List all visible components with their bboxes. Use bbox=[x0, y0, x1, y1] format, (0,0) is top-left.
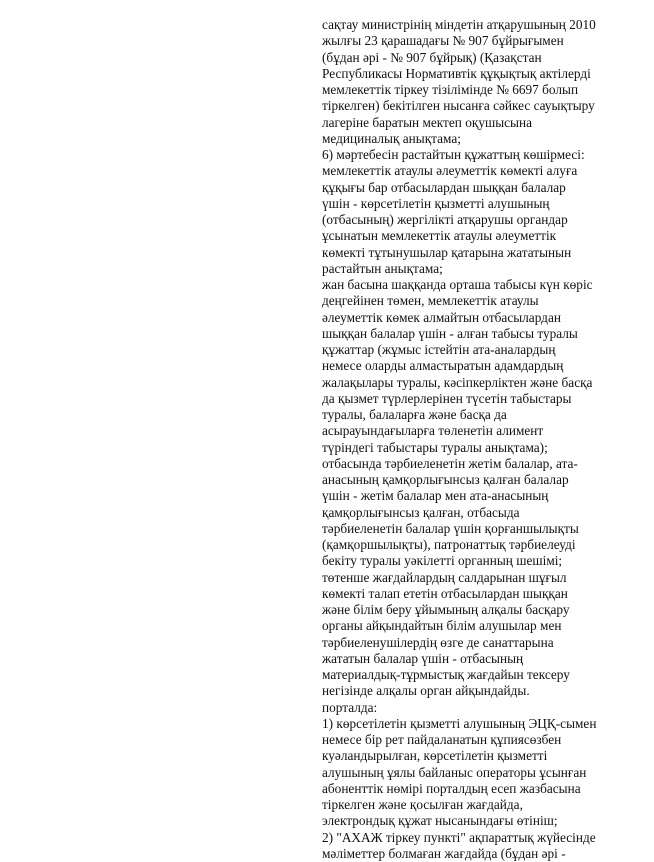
text-line: отбасында тәрбиеленетін жетім балалар, ата- bbox=[322, 455, 578, 471]
text-line: түріндегі табыстары туралы анықтама); bbox=[322, 439, 548, 455]
text-line: сақтау министрінің міндетін атқарушының 2010 bbox=[322, 17, 596, 32]
text-line: анасының қамқорлығынсыз қалған балалар bbox=[322, 472, 569, 487]
text-line: және білім беру ұйымының алқалы басқару bbox=[322, 602, 570, 617]
text-line: мемлекеттік тіркеу тізілімінде № 6697 болып bbox=[322, 82, 579, 97]
text-line: жан басына шаққанда орташа табысы күн көріс bbox=[322, 277, 593, 292]
text-line: деңгейінен төмен, мемлекеттік атаулы bbox=[322, 293, 539, 309]
text-line: абоненттік нөмірі порталдың есеп жазбасына bbox=[322, 780, 581, 796]
text-line: Республикасы Нормативтік құқықтық актілерді bbox=[322, 65, 591, 81]
text-line: үшін - көрсетілетін қызметті алушының bbox=[322, 195, 550, 211]
text-line: тіркелген) бекітілген нысанға сәйкес сауықтыру bbox=[322, 98, 595, 114]
text-line: төтенше жағдайлардың салдарынан шұғыл bbox=[322, 569, 567, 585]
text-line: лагеріне баратын мектеп оқушысына bbox=[322, 114, 532, 130]
document-text-column bbox=[322, 17, 622, 862]
text-line: тіркелген және қосылған жағдайда, bbox=[322, 797, 523, 812]
text-line: жататын балалар үшін - отбасының bbox=[322, 650, 524, 666]
text-line: мемлекеттік атаулы әлеуметтік көмекті алуға bbox=[322, 163, 578, 179]
text-line: көмекті тұтынушылар қатарына жататынын bbox=[322, 244, 572, 260]
text-line: (қамқоршылықты), патронаттық тәрбиелеуді bbox=[322, 537, 576, 552]
text-line: тәрбиеленушілердің өзге де санаттарына bbox=[322, 634, 554, 650]
text-line: 1) көрсетілетін қызметті алушының ЭЦҚ-сымен bbox=[322, 715, 597, 731]
text-line: порталда: bbox=[322, 699, 378, 715]
text-line: куәландырылған, көрсетілетін қызметті bbox=[322, 748, 548, 764]
text-line: 6) мәртебесін растайтын құжаттың көшірмесі: bbox=[322, 147, 585, 162]
text-line: қамқорлығынсыз қалған, отбасыда bbox=[322, 504, 520, 520]
text-line: алушының ұялы байланыс операторы ұсынған bbox=[322, 764, 587, 780]
text-line: асырауындағыларға төленетін алимент bbox=[322, 423, 544, 439]
text-line: немесе бір рет пайдаланатын құпиясөзбен bbox=[322, 732, 562, 747]
text-line: немесе оларды алмастыратын адамдардың bbox=[322, 358, 564, 374]
text-line: мәліметтер болмаған жағдайда (бұдан әрі - bbox=[322, 845, 566, 861]
text-line: құқығы бар отбасылардан шыққан балалар bbox=[322, 179, 566, 195]
text-line: ұсынатын мемлекеттік атаулы әлеуметтік bbox=[322, 228, 557, 244]
text-line: көмекті талап ететін отбасылардан шыққан bbox=[322, 585, 568, 601]
text-line: растайтын анықтама; bbox=[322, 260, 443, 276]
text-line: үшін - жетім балалар мен ата-анасының bbox=[322, 488, 549, 504]
text-line: жылғы 23 қарашадағы № 907 бұйрығымен bbox=[322, 33, 564, 49]
text-line: шыққан балалар үшін - алған табысы туралы bbox=[322, 325, 578, 341]
text-line: құжаттар (жұмыс істейтін ата-аналардың bbox=[322, 342, 556, 357]
text-line: әлеуметтік көмек алмайтын отбасылардан bbox=[322, 309, 561, 325]
text-line: да қызмет түрлерлерінен түсетін табыстары bbox=[322, 390, 572, 406]
text-line: бекіту туралы уәкілетті органның шешімі; bbox=[322, 553, 563, 569]
text-line: негізінде алқалы орган айқындайды. bbox=[322, 683, 530, 699]
text-line: материалдық-тұрмыстық жағдайын тексеру bbox=[322, 667, 570, 682]
text-line: (бұдан әрі - № 907 бұйрық) (Қазақстан bbox=[322, 49, 542, 65]
text-line: тәрбиеленетін балалар үшін қорғаншылықты bbox=[322, 520, 579, 536]
text-line: 2) "АХАЖ тіркеу пункті" ақпараттық жүйесінде bbox=[322, 829, 596, 845]
text-line: электрондық құжат нысанындағы өтініш; bbox=[322, 813, 558, 829]
text-line: (отбасының) жергілікті атқарушы органдар bbox=[322, 212, 568, 227]
text-line: органы айқындайтын білім алушылар мен bbox=[322, 618, 562, 634]
text-line: туралы, балаларға және басқа да bbox=[322, 407, 507, 422]
text-line: медициналық анықтама; bbox=[322, 130, 461, 146]
text-line: жалақылары туралы, кәсіпкерліктен және басқа bbox=[322, 374, 593, 390]
